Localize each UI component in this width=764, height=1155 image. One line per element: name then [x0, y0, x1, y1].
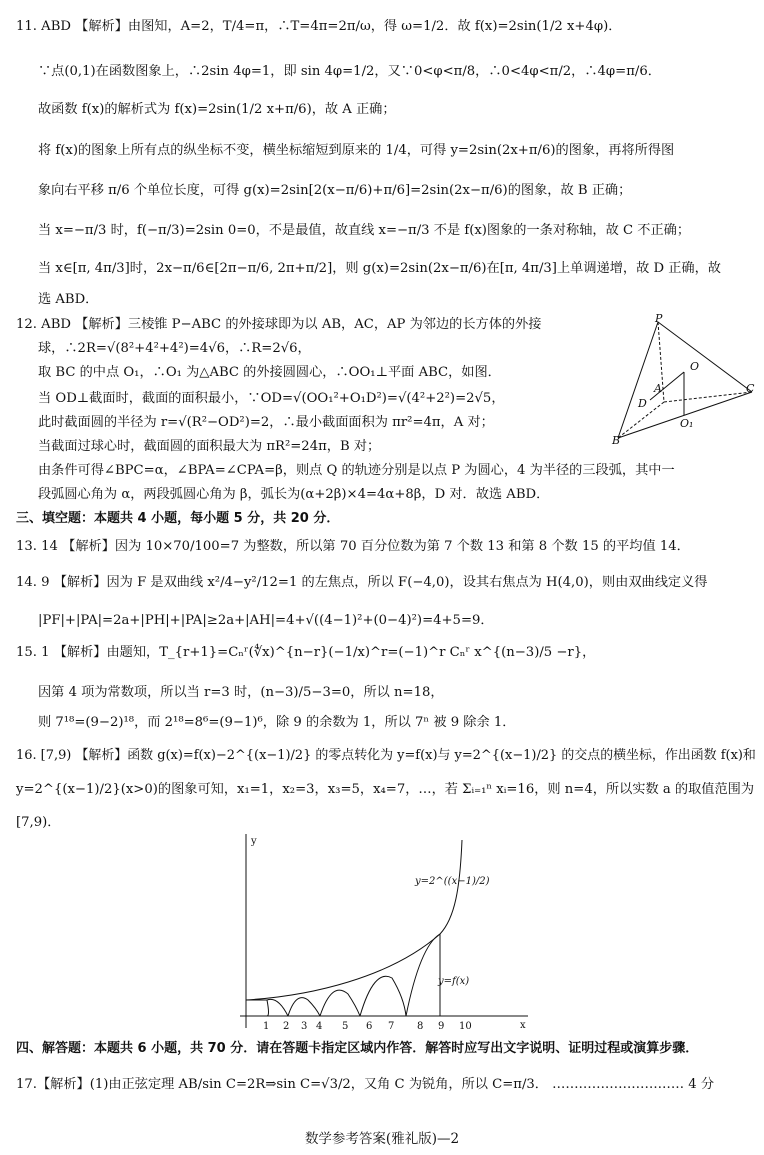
text-line: 11. ABD 【解析】由图知，A=2，T/4=π，∴T=4π=2π/ω，得 ω=1/2．故 f(x)=2sin(1/2 x+4φ)．: [16, 19, 622, 34]
tick-label: 1: [263, 1021, 270, 1032]
tick-label: 3: [301, 1021, 308, 1032]
text-line: 因第 4 项为常数项，所以当 r=3 时，(n−3)/5−3=0，所以 n=18，: [38, 685, 444, 700]
solution-15: 15. 1 【解析】由题知，T_{r+1}=Cₙʳ(∜x)^{n−r}(−1/x)^r=(−1)^r Cₙʳ x^{(n−3)/5 −r}，: [16, 645, 596, 660]
y-axis-label: y: [251, 836, 257, 847]
text-line: 段弧圆心角为 α，两段弧圆心角为 β，弧长为(α+2β)×4=4α+8β，D 对．故选 ABD．: [38, 487, 550, 502]
text-line: 球，∴2R=√(8²+4²+4²)=4√6，∴R=2√6，: [38, 341, 311, 356]
f-curve: [246, 934, 440, 1016]
text-line: ∵点(0,1)在函数图象上，∴2sin 4φ=1，即 sin 4φ=1/2，又∵0<φ<π/8，∴0<4φ<π/2，∴4φ=π/6．: [38, 64, 661, 79]
exp-curve-label: y=2^((x−1)/2): [415, 876, 490, 887]
text-line: |PF|+|PA|=2a+|PH|+|PA|≥2a+|AH|=4+√((4−1)²+(0−4)²)=4+5=9．: [38, 613, 494, 628]
tick-label: 10: [459, 1021, 472, 1032]
text-line: 由条件可得∠BPC=α，∠BPA=∠CPA=β，则点 Q 的轨迹分别是以点 P 为圆心，4 为半径的三段弧，其中一: [38, 463, 675, 478]
solution-17: 17.【解析】(1)由正弦定理 AB/sin C=2R⇒sin C=√3/2，又角 C 为锐角，所以 C=π/3． ………………………… 4 分: [16, 1077, 715, 1092]
label-O: O: [690, 360, 700, 373]
text-line: 则 7¹⁸=(9−2)¹⁸，而 2¹⁸=8⁶=(9−1)⁶，除 9 的余数为 1，所以 7ⁿ 被 9 除余 1．: [38, 715, 516, 730]
label-C: C: [746, 382, 755, 395]
tick-label: 5: [342, 1021, 349, 1032]
exp-curve: [246, 840, 462, 1000]
page-footer: 数学参考答案(雅礼版)—2: [304, 1131, 460, 1147]
solution-13: 13. 14 【解析】因为 10×70/100=7 为整数，所以第 70 百分位数为第 7 个数 13 和第 8 个数 15 的平均值 14．: [16, 539, 690, 554]
text-line: 当 x∈[π, 4π/3]时，2x−π/6∈[2π−π/6, 2π+π/2]，则 g(x)=2sin(2x−π/6)在[π, 4π/3]上单调递增，故 D 正确，故: [38, 261, 721, 276]
text-line: 当 x=−π/3 时，f(−π/3)=2sin 0=0，不是最值，故直线 x=−π/3 不是 f(x)图象的一条对称轴，故 C 不正确；: [38, 223, 691, 238]
tick-label: 7: [388, 1021, 395, 1032]
tick-label: 9: [438, 1021, 445, 1032]
text-line: 选 ABD．: [38, 292, 99, 307]
solution-16: 16. [7,9) 【解析】函数 g(x)=f(x)−2^{(x−1)/2} 的零点转化为 y=f(x)与 y=2^{(x−1)/2} 的交点的横坐标，作出函数 f(x)和: [16, 748, 756, 763]
label-P: P: [655, 314, 663, 325]
f-curve-label: y=f(x): [438, 976, 470, 987]
x-axis-label: x: [520, 1020, 526, 1031]
text-line: y=2^{(x−1)/2}(x>0)的图象可知，x₁=1，x₂=3，x₃=5，x₄=7，…，若 Σᵢ₌₁ⁿ xᵢ=16，则 n=4，所以实数 a 的取值范围为: [16, 782, 755, 797]
function-graph: [230, 828, 540, 1038]
label-D: D: [638, 397, 647, 410]
text-line: 当截面过球心时，截面圆的面积最大为 πR²=24π，B 对；: [38, 439, 381, 454]
tick-label: 2: [283, 1021, 290, 1032]
solution-14: 14. 9 【解析】因为 F 是双曲线 x²/4−y²/12=1 的左焦点，所以 F(−4,0)，设其右焦点为 H(4,0)，则由双曲线定义得: [16, 575, 708, 590]
text-line: 将 f(x)的图象上所有点的纵坐标不变，横坐标缩短到原来的 1/4，可得 y=2sin(2x+π/6)的图象，再将所得图: [38, 143, 675, 158]
label-O1: O₁: [680, 417, 694, 430]
pyramid-figure: [610, 314, 760, 446]
text-line: [7,9)．: [16, 815, 61, 830]
text-line: 象向右平移 π/6 个单位长度，可得 g(x)=2sin[2(x−π/6)+π/6]=2sin(2x−π/6)的图象，故 B 正确；: [38, 183, 632, 198]
text-line: 12. ABD 【解析】三棱锥 P−ABC 的外接球即为以 AB，AC，AP 为邻边的长方体的外接: [16, 317, 542, 332]
text-line: 取 BC 的中点 O₁，∴O₁ 为△ABC 的外接圆圆心，∴OO₁⊥平面 ABC，如图．: [38, 365, 501, 380]
text-line: 此时截面圆的半径为 r=√(R²−OD²)=2，∴最小截面面积为 πr²=4π，A 对；: [38, 415, 494, 430]
label-A: A: [654, 382, 662, 395]
text-line: 当 OD⊥截面时，截面的面积最小，∵OD=√(OO₁²+O₁D²)=√(4²+2²)=2√5，: [38, 391, 505, 406]
section-fill-in: 三、填空题：本题共 4 小题，每小题 5 分，共 20 分．: [16, 511, 340, 526]
tick-label: 6: [366, 1021, 373, 1032]
tick-label: 8: [417, 1021, 424, 1032]
label-B: B: [612, 434, 621, 446]
tick-label: 4: [316, 1021, 323, 1032]
text-line: 故函数 f(x)的解析式为 f(x)=2sin(1/2 x+π/6)，故 A 正确；: [38, 102, 396, 117]
section-answer: 四、解答题：本题共 6 小题，共 70 分．请在答题卡指定区域内作答．解答时应写出文字说明、证明过程或演算步骤．: [16, 1041, 699, 1056]
